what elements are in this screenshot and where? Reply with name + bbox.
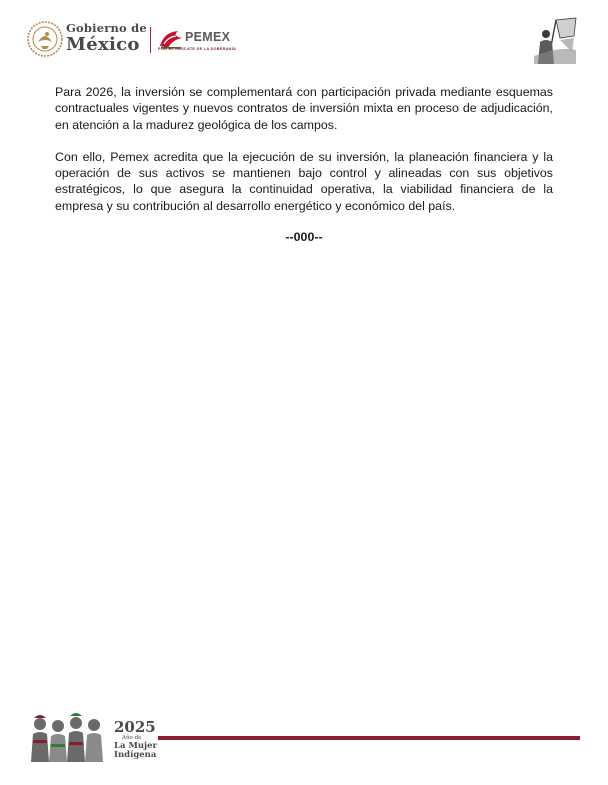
flag-bearer-illustration-icon xyxy=(530,16,580,66)
footer-year-line-1: Año de xyxy=(122,735,142,741)
page-header xyxy=(0,0,608,80)
pemex-tagline: POR EL RESCATE DE LA SOBERANÍA xyxy=(158,47,237,51)
header-divider xyxy=(150,27,151,53)
paragraph-investment: Para 2026, la inversión se complementará con participación privada mediante esquemas contractuales vigentes y nuevos contratos de inversión mixta en proceso de adjudicación, en atención a la madurez geológica de los campos. xyxy=(55,85,553,132)
mexico-coat-of-arms-icon xyxy=(26,20,64,58)
indigenous-women-illustration-icon xyxy=(28,710,110,762)
closing-mark: --000-- xyxy=(285,230,323,245)
government-line-1: Gobierno de xyxy=(66,21,147,35)
government-wordmark xyxy=(66,22,147,55)
page-footer xyxy=(0,700,608,785)
government-line-2: México xyxy=(66,34,140,55)
paragraph-conclusion: Con ello, Pemex acredita que la ejecución de su inversión, la planeación financiera y la operación de sus activos se mantienen bajo control y alineadas con sus objetivos estratégicos, lo que asegura la continuidad operativa, la viabilidad financiera de la empresa y su contribución al desarrollo energético y económico del país. xyxy=(55,149,553,213)
pemex-wordmark: PEMEX xyxy=(185,30,231,44)
footer-year: 2025 xyxy=(114,718,156,736)
document-body xyxy=(55,84,553,244)
footer-year-line-2: La Mujer xyxy=(114,741,157,751)
footer-year-line-3: Indígena xyxy=(114,750,157,760)
footer-rule xyxy=(158,736,580,740)
